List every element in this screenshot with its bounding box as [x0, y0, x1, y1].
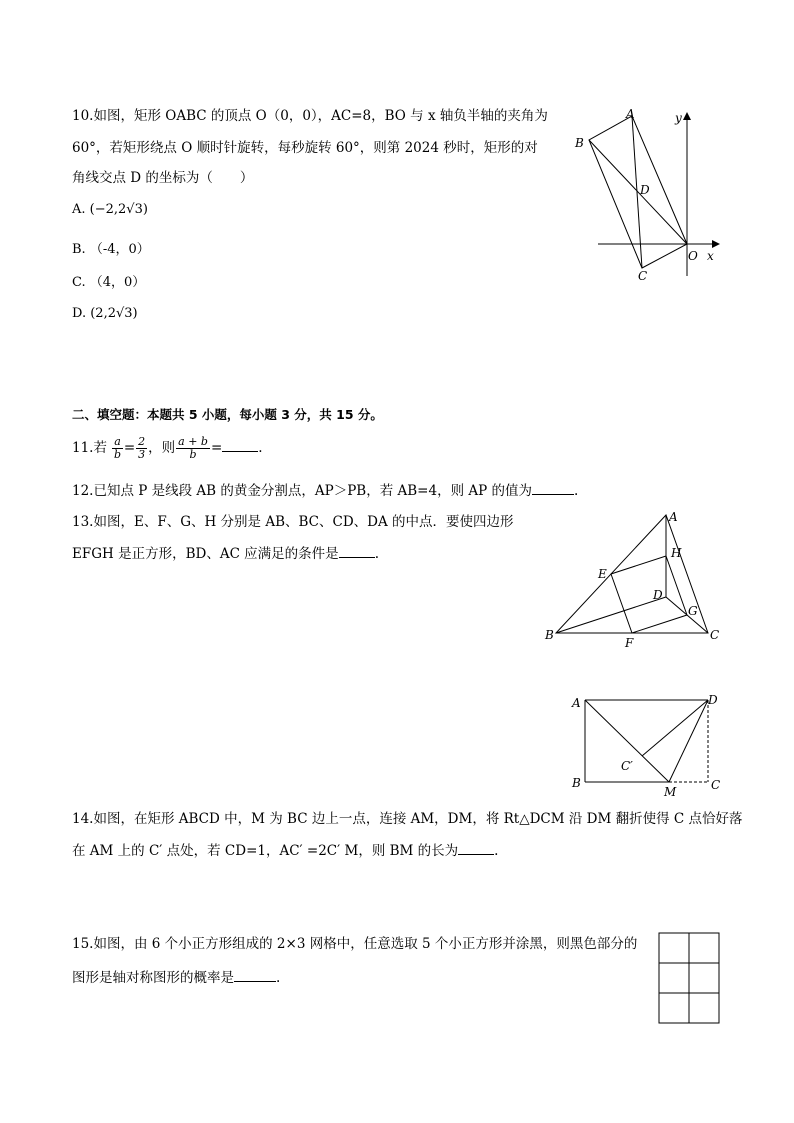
- label-o: O: [688, 249, 698, 263]
- q12-answer-blank[interactable]: [532, 480, 574, 495]
- label-a: A: [572, 696, 581, 710]
- label-m: M: [664, 785, 677, 799]
- label-b: B: [572, 776, 581, 790]
- label-x: x: [707, 249, 714, 263]
- label-y: y: [675, 111, 682, 125]
- q14-figure: [565, 690, 725, 800]
- q10-option-c: C. （4，0）: [72, 275, 146, 290]
- label-a: A: [626, 107, 635, 121]
- label-f: F: [625, 636, 634, 650]
- q10-line1: 10.如图，矩形 OABC 的顶点 O（0，0），AC=8，BO 与 x 轴负半轴的夹角为: [72, 108, 548, 124]
- label-a: A: [669, 510, 678, 524]
- q10-option-a: A. (−2,2√3): [72, 202, 148, 217]
- label-d: D: [653, 588, 663, 602]
- label-g: G: [688, 604, 698, 618]
- q11-fraction-a-over-b: $\frac{a}{b}$: [114, 435, 122, 461]
- q11-fraction-2-over-3: $\frac{2}{3}$: [138, 435, 146, 461]
- q11-fraction-apb-over-b: $\frac{a + b}{b}$: [178, 435, 208, 461]
- q15-grid-figure: [658, 932, 722, 1024]
- q11-prefix: 11.若: [72, 440, 107, 456]
- label-d: D: [640, 183, 650, 197]
- q14-answer-blank[interactable]: [458, 840, 494, 855]
- label-b: B: [575, 136, 584, 150]
- q12-line: 12.已知点 P 是线段 AB 的黄金分割点，AP＞PB，若 AB=4，则 AP 的值为 .: [72, 479, 578, 499]
- quad-efgh: [611, 556, 687, 633]
- q14-line1: 14.如图，在矩形 ABCD 中，M 为 BC 边上一点，连接 AM，DM，将 Rt△DCM 沿 DM 翻折使得 C 点恰好落: [72, 811, 743, 827]
- q10-line2: 60°，若矩形绕点 O 顺时针旋转，每秒旋转 60°，则第 2024 秒时，矩形的对: [72, 140, 538, 156]
- diagonal-bo: [589, 140, 687, 244]
- q10-line3: 角线交点 D 的坐标为（ ）: [72, 170, 254, 186]
- q14-line2: 在 AM 上的 C′ 点处，若 CD=1，AC′ =2C′ M，则 BM 的长为 .: [72, 839, 498, 859]
- section-heading: 二、填空题：本题共 5 小题，每小题 3 分，共 15 分。: [72, 407, 383, 422]
- line-dm: [669, 700, 708, 782]
- q10-option-b: B. （-4，0）: [72, 242, 150, 257]
- q12-text: 12.已知点 P 是线段 AB 的黄金分割点，AP＞PB，若 AB=4，则 AP 的值为: [72, 483, 533, 499]
- q10-figure: [570, 100, 730, 285]
- q13-answer-blank[interactable]: [339, 543, 375, 558]
- q15-line1: 15.如图，由 6 个小正方形组成的 2×3 网格中，任意选取 5 个小正方形并涂黑，则黑色部分的: [72, 936, 638, 952]
- label-c: C: [711, 778, 721, 792]
- label-c: C: [710, 628, 720, 642]
- label-e: E: [598, 567, 607, 581]
- q15-line2: 图形是轴对称图形的概率是 .: [72, 966, 280, 986]
- q11-line: 11.若 $\frac{a}{b}$ = $\frac{2}{3}$ ，则 $\frac{a + b}{b}$ = .: [72, 435, 263, 461]
- q13-line1: 13.如图，E、F、G、H 分别是 AB、BC、CD、DA 的中点．要使四边形: [72, 514, 514, 530]
- q10-option-d: D. (2,2√3): [72, 306, 138, 321]
- line-dcprime: [642, 700, 708, 756]
- q11-answer-blank[interactable]: [222, 437, 258, 452]
- q13-figure: [540, 505, 730, 655]
- q15-answer-blank[interactable]: [234, 967, 276, 982]
- q13-line2: EFGH 是正方形，BD、AC 应满足的条件是 .: [72, 542, 379, 562]
- label-b: B: [545, 628, 554, 642]
- label-cprime: C′: [621, 759, 633, 773]
- label-d: D: [708, 693, 718, 707]
- label-c: C: [638, 269, 648, 283]
- label-h: H: [671, 546, 682, 560]
